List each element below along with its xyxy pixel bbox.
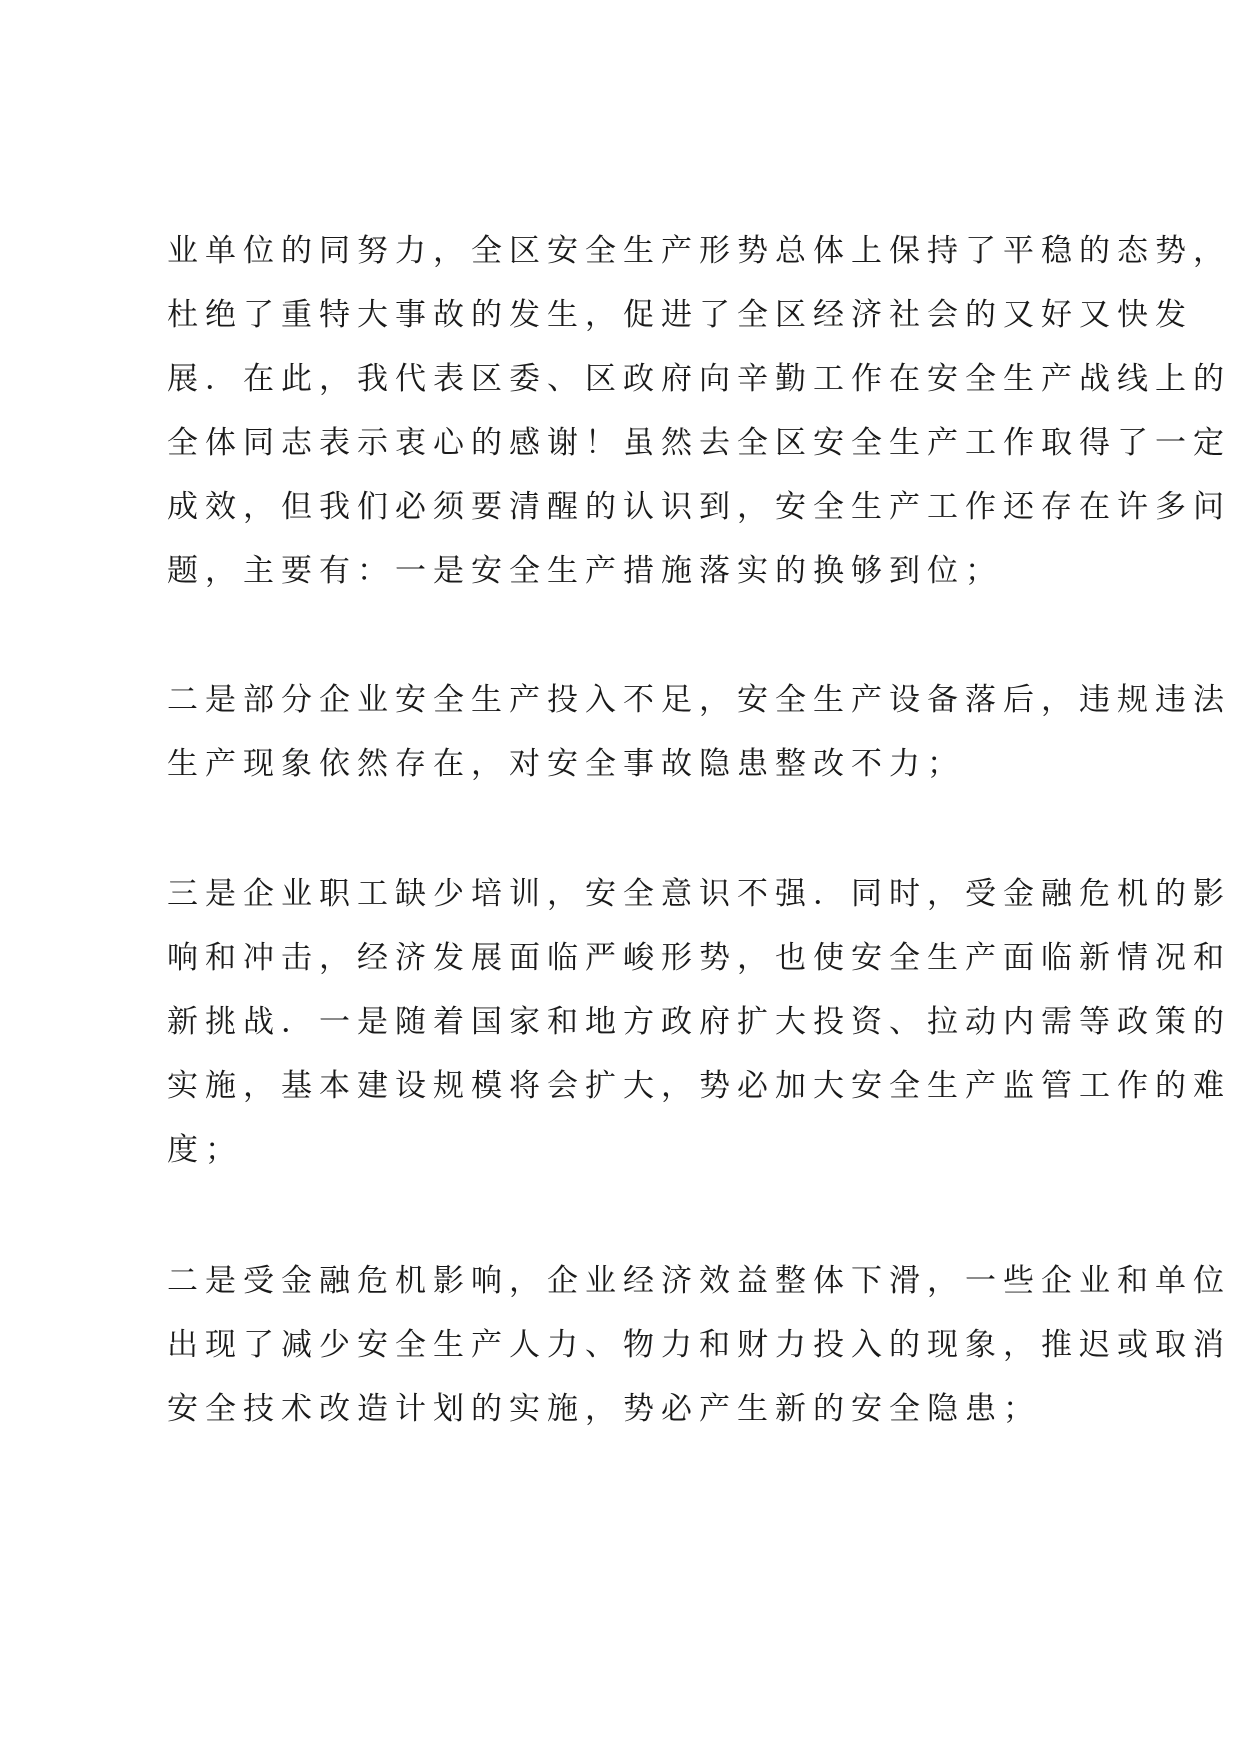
text-line: 新挑战．一是随着国家和地方政府扩大投资、拉动内需等政策的 (167, 1004, 1231, 1040)
text-line: 题，主要有：一是安全生产措施落实的换够到位； (167, 553, 1003, 589)
text-line: 成效，但我们必须要清醒的认识到，安全生产工作还存在许多问 (167, 489, 1231, 525)
text-line: 杜绝了重特大事故的发生，促进了全区经济社会的又好又快发 (167, 297, 1193, 333)
text-line: 出现了减少安全生产人力、物力和财力投入的现象，推迟或取消 (167, 1327, 1231, 1363)
text-line: 生产现象依然存在，对安全事故隐患整改不力； (167, 746, 965, 782)
text-line: 安全技术改造计划的实施，势必产生新的安全隐患； (167, 1391, 1041, 1427)
text-line: 全体同志表示衷心的感谢！虽然去全区安全生产工作取得了一定 (167, 425, 1231, 461)
text-line: 业单位的同努力，全区安全生产形势总体上保持了平稳的态势， (167, 233, 1231, 269)
text-line: 二是部分企业安全生产投入不足，安全生产设备落后，违规违法 (167, 682, 1231, 718)
text-line: 实施，基本建设规模将会扩大，势必加大安全生产监管工作的难 (167, 1068, 1231, 1104)
text-line: 响和冲击，经济发展面临严峻形势，也使安全生产面临新情况和 (167, 940, 1231, 976)
text-line: 二是受金融危机影响，企业经济效益整体下滑，一些企业和单位 (167, 1263, 1231, 1299)
paragraph-4 (167, 1249, 1231, 1441)
text-line: 展．在此，我代表区委、区政府向辛勤工作在安全生产战线上的 (167, 361, 1231, 397)
text-line: 三是企业职工缺少培训，安全意识不强．同时，受金融危机的影 (167, 876, 1231, 912)
paragraph-1 (167, 219, 1231, 603)
paragraph-2 (167, 668, 1231, 796)
text-line: 度； (167, 1132, 243, 1168)
paragraph-3 (167, 862, 1231, 1182)
